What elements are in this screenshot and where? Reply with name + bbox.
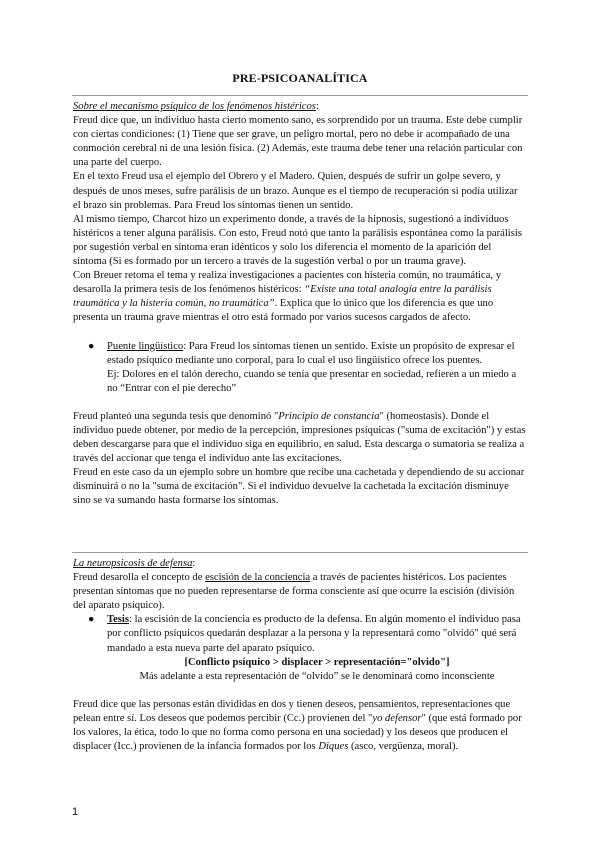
formula: [Conflicto psíquico > displacer > representación="olvido"] [184,656,450,668]
page-number: 1 [72,806,79,818]
paragraph: Al mismo tiempo, Charcot hizo un experimento donde, a través de la hipnosis, sugestionó a individuos histéricos a tener alguna parálisis. Con esto, Freud notó que tanto la parálisis espontánea como la parálisis por sugestión verbal en síntoma eran idénticos y solo los diferencia el momento de la aparición del síntoma (Si es formado por un tercero a través de la sugestión verbal o por un trauma grave). [73,213,522,268]
list-item: ● Tesis: la escisión de la conciencia es producto de la defensa. En algún momento el individuo pasa por conflicto psíquicos quedarán desplazar a la persona y la representará como "olvidó" qué será mandado a esta nueva parte del aparato psíquico. [Conflicto psíquico > displacer > representación="olvido"] Más adelante a esta representación de “olvido” se le denominará como inconsciente [73,613,527,683]
paragraph: Freud dice que, un individuo hasta cierto momento sano, es sorprendido por un trauma. Este debe cumplir con ciertas condiciones: (1) Tiene que ser grave, un peligro mortal, pero no debe ir acompañado de una conmoción cerebral ni de una lesión física. (2) Además, este trauma debe tener una relación particular con una parte del cuerpo. [73,115,523,169]
term-label: yo defensor [372,712,422,724]
paragraph: Con Breuer retoma el tema y realiza investigaciones a pacientes con histeria común, no traumática, y desarolla la primera tesis de los fenómenos histéricos: “Existe una total analogía entre la parálisis traumática y la histeria común, no traumática”. Explica que lo único que los diferencia es que uno presenta un trauma grave mientras el otro está formado por varios sucesos cargados de afecto. [73,270,501,324]
bullet-icon: ● [88,614,95,626]
list-item: ● Puente lingüístico: Para Freud los síntomas tienen un sentido. Existe un propósito de expresar el estado psíquico mediante uno corporal, para lo cual el uso lingüístico ofrece los puentes. Ej: Dolores en el talón derecho, cuando se tenía que presentar en sociedad, refieren a un miedo a no “Entrar con el pie derecho” [73,340,527,396]
paragraph: Freud planteó una segunda tesis que denominó "Principio de constancia" (homeostasis). Donde el individuo puede obtener, por medio de la percepción, impresiones psíquicas ("suma de excitación") y estas deben descargarse para que el individuo siga en equilibrio, en salud. Esta descarga o sumatoria se realiza a través del accionar que tenga el individuo ante las excitaciones. [73,410,526,465]
thesis-quote: “Existe una total analogía entre la parálisis traumática y la histeria común, no traumática” [73,284,492,310]
term-label: Puente lingüístico [107,340,184,352]
section-heading: Sobre el mecanismo psíquico de los fenómenos histéricos: [73,101,319,112]
section-defense [73,557,527,754]
term-label: escisión de la conciencia [205,572,311,584]
paragraph: Freud dice que las personas están divididas en dos y tienen deseos, pensamientos, representaciones que pelean entre sí. Los deseos que podemos percibir (Cc.) provienen del "yo defensor" (que está formado por los valores, la ética, todo lo que no forma como persona en una sociedad) y los deseos que producen el displacer (Icc.) provienen de la infancia formados por los Diques (asco, vergüenza, moral). [73,698,522,753]
divider [72,95,528,96]
term-label: Tesis [107,614,129,626]
paragraph: En el texto Freud usa el ejemplo del Obrero y el Madero. Quien, después de sufrir un golpe severo, y después de unos meses, sufre parálisis de un brazo. Aunque es el tiempo de recuperación si podía utilizar el brazo sin problemas. Para Freud los síntomas tienen un sentido. [73,171,518,211]
page-title: PRE-PSICOANALÍTICA [232,71,368,85]
term-label: Principio de constancia [278,410,380,422]
paragraph: Freud desarolla el concepto de escisión de la conciencia a través de pacientes histéricos. Los pacientes presentan síntomas que no pueden representarse de forma consciente así que ocurre la escisión (división del aparato psíquico). [73,572,515,612]
bullet-icon: ● [88,340,95,352]
section-mechanism [73,100,527,509]
section-heading: La neuropsicosis de defensa: [73,558,196,569]
example-text: Ej: Dolores en el talón derecho, cuando se tenía que presentar en sociedad, refieren a un miedo a no “Entrar con el pie derecho” [107,368,517,394]
paragraph: Freud en este caso da un ejemplo sobre un hombre que recibe una cachetada y dependiendo de su accionar disminuirá o no la "suma de excitación". Si el individuo devuelve la cachetada la excitación disminuye sino se va sumando hasta formarse los síntomas. [73,467,525,507]
term-label: Diques [318,741,349,753]
divider [72,552,528,553]
formula-note: Más adelante a esta representación de “olvido” se le denominará como inconsciente [139,670,495,682]
